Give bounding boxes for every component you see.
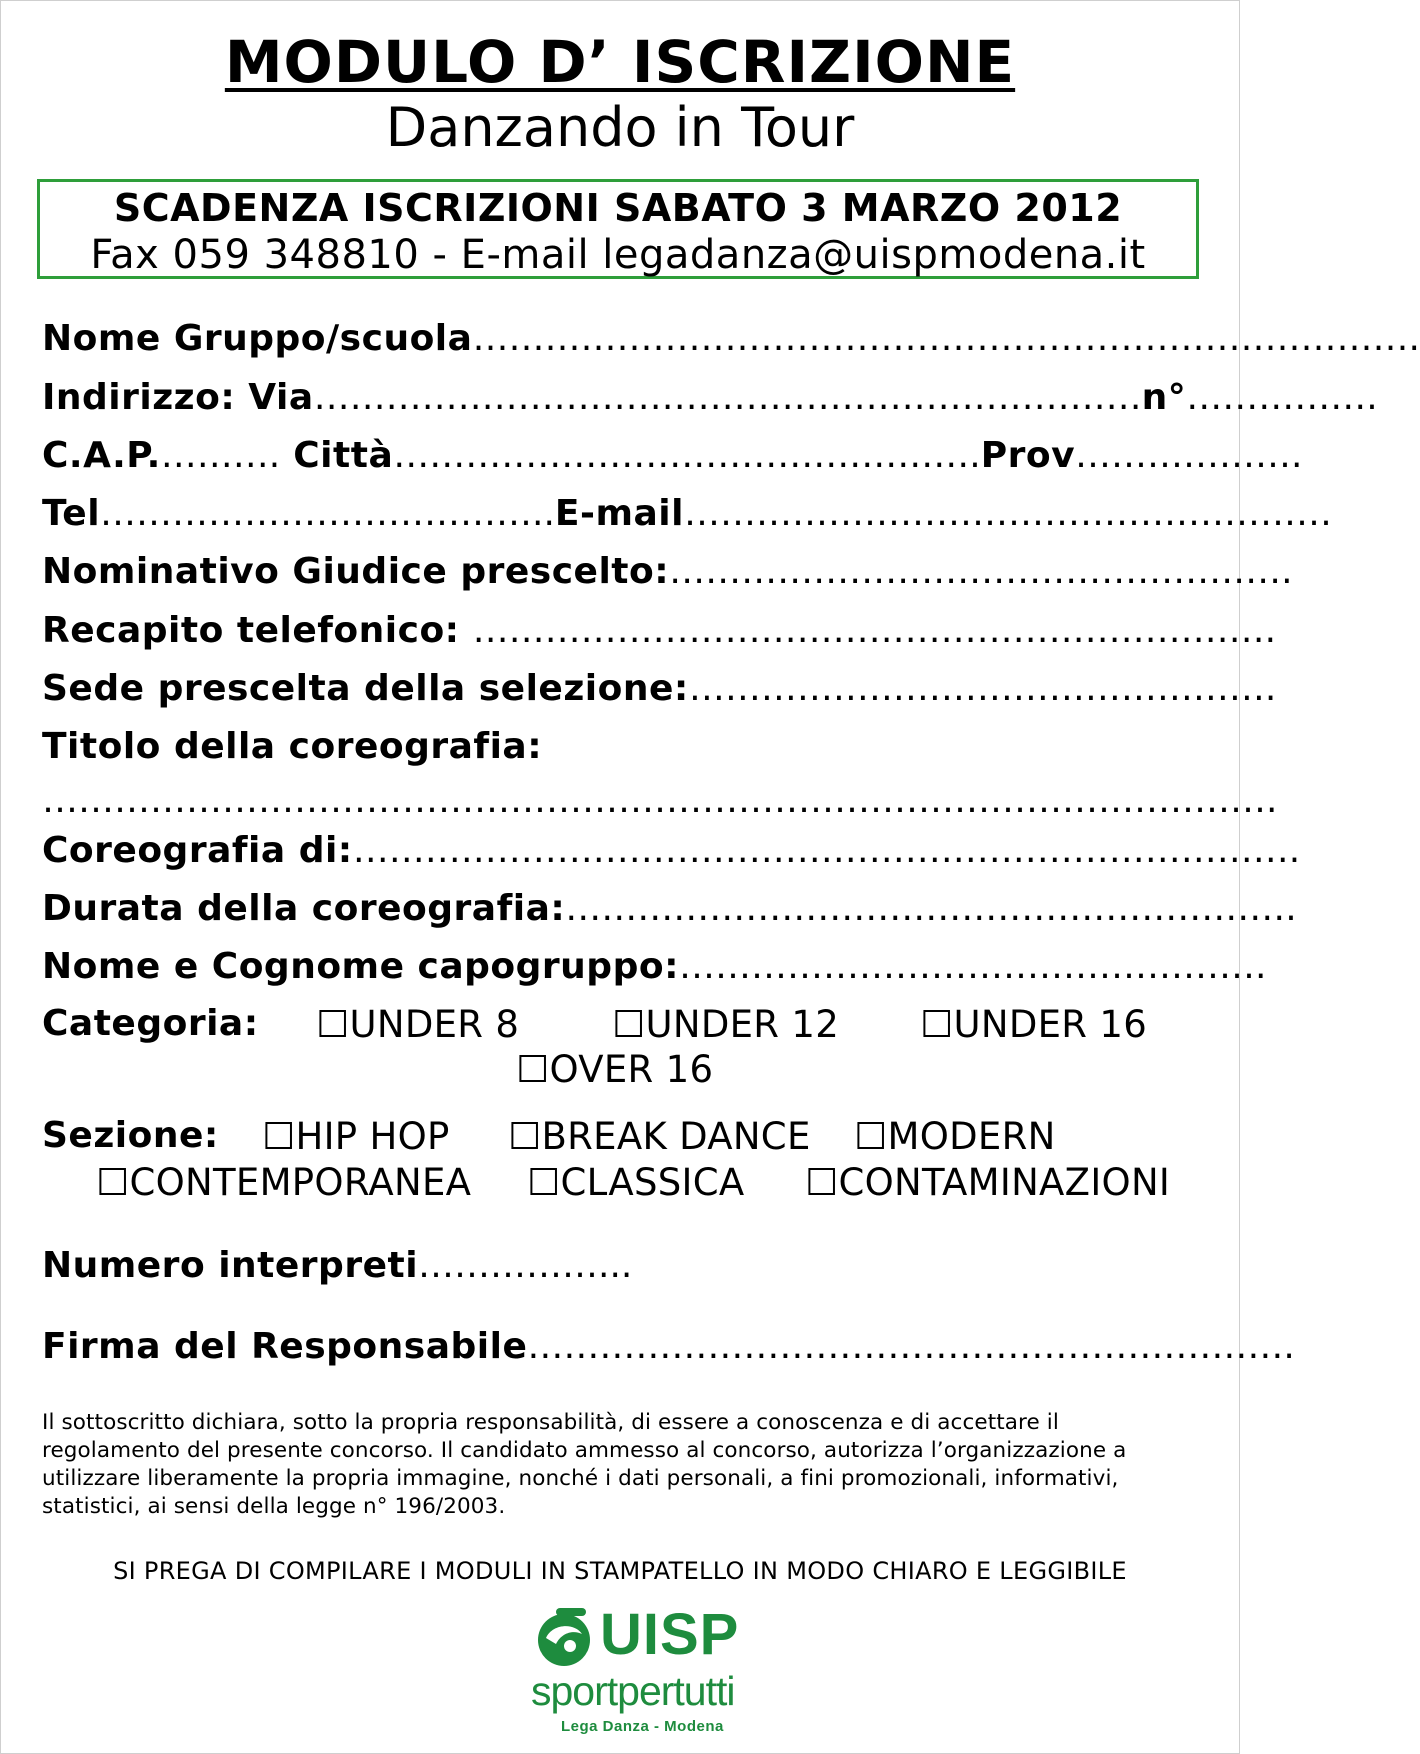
field-label: Titolo della coreografia:	[42, 726, 543, 767]
field-dots: ………………………………..	[100, 493, 555, 534]
field-coreografia-di[interactable]	[42, 827, 1301, 875]
field-label: Nome Gruppo/scuola	[42, 318, 473, 359]
field-recapito[interactable]	[42, 607, 1277, 655]
logo-subtitle: Lega Danza - Modena	[561, 1718, 724, 1735]
field-dots: ……………….	[1075, 435, 1303, 476]
field-dots: ……….	[160, 435, 281, 476]
field-label: n°	[1141, 377, 1187, 418]
logo-name: UISP	[600, 1602, 740, 1667]
field-label: Città	[293, 435, 394, 476]
notice-text: SI PREGA DI COMPILARE I MODULI IN STAMPATELLO IN MODO CHIARO E LEGGIBILE	[113, 1557, 1127, 1585]
disclaimer-text: Il sottoscritto dichiara, sotto la propria responsabilità, di essere a conoscenza e di accettare il regolamento del presente concorso. Il candidato ammesso al concorso, autorizza l’organizzazione a utilizzare liberamente la propria immagine, nonché i dati personali, a fini promozionali, informativi, statistici, ai sensi della legge n° 196/2003.	[42, 1410, 1127, 1519]
field-label: Nominativo Giudice prescelto:	[42, 551, 670, 592]
field-durata[interactable]	[42, 885, 1297, 933]
field-label: Indirizzo: Via	[42, 377, 314, 418]
checkbox-classica[interactable]: ☐CLASSICA	[527, 1161, 745, 1204]
checkbox-modern[interactable]: ☐MODERN	[854, 1115, 1056, 1158]
field-dots: …………………………………………………………………….	[352, 830, 1301, 871]
categoria-label: Categoria:	[42, 1003, 259, 1044]
field-label: Recapito telefonico:	[42, 610, 460, 651]
field-tel-email[interactable]	[42, 490, 1332, 538]
field-indirizzo[interactable]	[42, 374, 1378, 422]
field-dots: …………………………………………….	[669, 551, 1293, 592]
field-label: Numero interpreti	[42, 1245, 419, 1286]
field-nome-gruppo[interactable]	[42, 315, 1420, 363]
field-label: E-mail	[554, 493, 684, 534]
sezione-label: Sezione:	[42, 1115, 219, 1156]
checkbox-under-16[interactable]: ☐UNDER 16	[920, 1003, 1148, 1046]
contact-text: Fax 059 348810 - E-mail legadanza@uispmodena.it	[90, 232, 1146, 278]
field-dots: ………………………………………………	[683, 493, 1332, 534]
logo-tagline: sportpertutti	[531, 1668, 735, 1714]
field-dots: ……………………………………………………….	[527, 1326, 1295, 1367]
field-label: Sede prescelta della selezione:	[42, 668, 689, 709]
form-subtitle: Danzando in Tour	[385, 96, 855, 159]
field-label: Tel	[42, 493, 101, 534]
checkbox-contemporanea[interactable]: ☐CONTEMPORANEA	[96, 1161, 472, 1204]
deadline-box	[37, 179, 1199, 279]
field-dots: …………………………………………………………………….	[472, 318, 1420, 359]
checkbox-under-12[interactable]: ☐UNDER 12	[612, 1003, 840, 1046]
checkbox-under-8[interactable]: ☐UNDER 8	[316, 1003, 520, 1046]
field-dots: ………………………………………………………….	[472, 610, 1277, 651]
field-dots: …………….	[1186, 377, 1378, 418]
field-label: Coreografia di:	[42, 830, 353, 871]
field-titolo-label	[42, 723, 1200, 771]
checkbox-over-16[interactable]: ☐OVER 16	[516, 1048, 714, 1091]
deadline-text: SCADENZA ISCRIZIONI SABATO 3 MARZO 2012	[113, 186, 1123, 230]
field-giudice[interactable]	[42, 548, 1293, 596]
field-label: C.A.P.	[42, 435, 161, 476]
field-sede[interactable]	[42, 665, 1277, 713]
field-dots: ………………………………………….	[393, 435, 981, 476]
field-dots: ………………………………………….	[678, 946, 1267, 987]
field-cap-citta-prov[interactable]	[42, 432, 1303, 480]
checkbox-hip-hop[interactable]: ☐HIP HOP	[262, 1115, 450, 1158]
field-firma[interactable]	[42, 1323, 1295, 1371]
checkbox-break-dance[interactable]: ☐BREAK DANCE	[508, 1115, 811, 1158]
form-title: MODULO D’ ISCRIZIONE	[224, 28, 1016, 96]
field-dots: ……………...	[418, 1245, 633, 1286]
field-capogruppo[interactable]	[42, 943, 1267, 991]
field-titolo-line[interactable]	[42, 777, 1278, 825]
field-label: Prov	[980, 435, 1076, 476]
field-dots: …………………………………………………….	[565, 888, 1297, 929]
field-numero-interpreti[interactable]	[42, 1242, 1200, 1290]
field-dots: ………………………………………………………………………………………….	[42, 780, 1278, 821]
checkbox-contaminazioni[interactable]: ☐CONTAMINAZIONI	[805, 1161, 1171, 1204]
field-label: Firma del Responsabile	[42, 1326, 528, 1367]
field-dots: ………………………………………….	[688, 668, 1277, 709]
field-label: Nome e Cognome capogruppo:	[42, 946, 679, 987]
field-label: Durata della coreografia:	[42, 888, 566, 929]
field-dots: ……………………………………………………………	[313, 377, 1142, 418]
